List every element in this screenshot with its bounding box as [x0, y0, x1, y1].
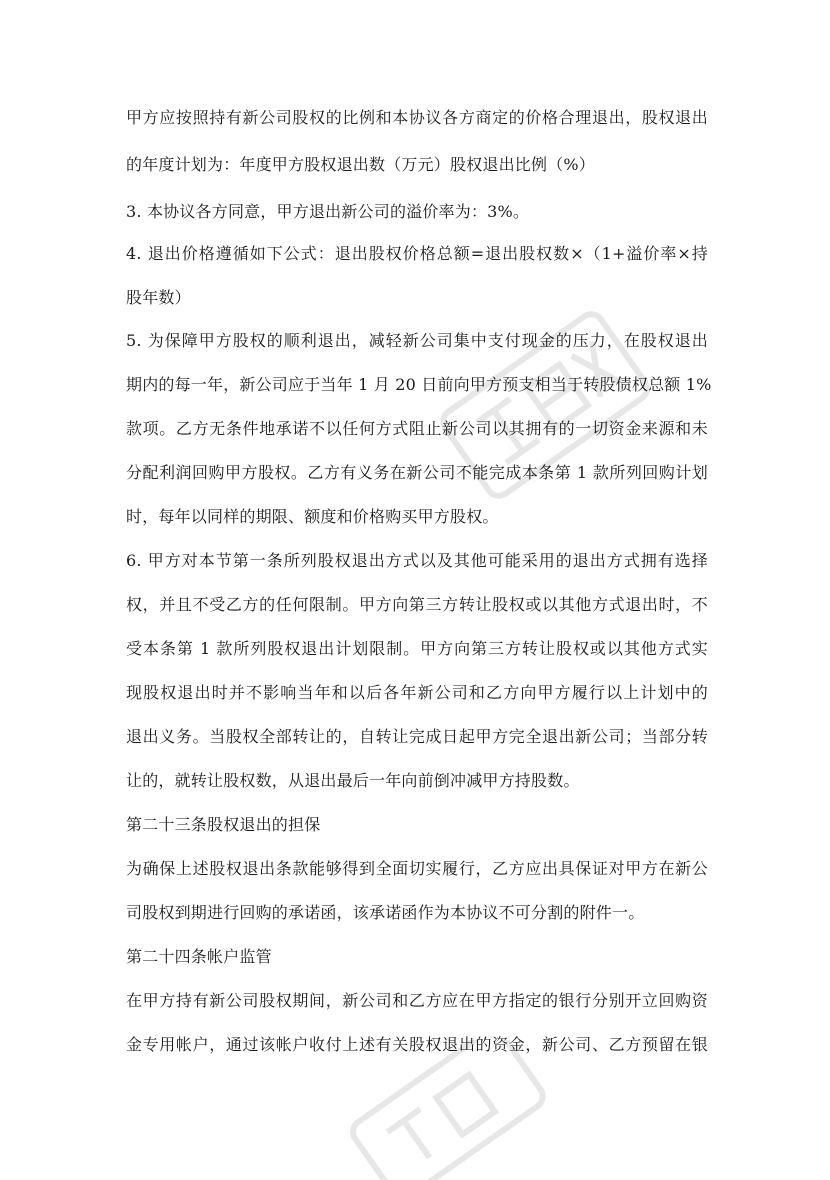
paragraph-line: 现股权退出时并不影响当年和以后各年新公司和乙方向甲方履行以上计划中的 [126, 683, 708, 702]
paragraph-line: 5. 为保障甲方股权的顺利退出，减轻新公司集中支付现金的压力，在股权退出 [126, 331, 708, 350]
paragraph-line: 司股权到期进行回购的承诺函，该承诺函作为本协议不可分割的附件一。 [126, 903, 645, 922]
paragraph-line: 甲方应按照持有新公司股权的比例和本协议各方商定的价格合理退出，股权退出 [126, 108, 708, 127]
paragraph-line: 6. 甲方对本节第一条所列股权退出方式以及其他可能采用的退出方式拥有选择 [126, 551, 708, 570]
paragraph-line: 3. 本协议各方同意，甲方退出新公司的溢价率为：3%。 [126, 202, 530, 221]
paragraph-line: 的年度计划为：年度甲方股权退出数（万元）股权退出比例（%） [126, 155, 596, 174]
section-heading: 第二十四条帐户监管 [126, 947, 272, 966]
paragraph-line: 分配利润回购甲方股权。乙方有义务在新公司不能完成本条第 1 款所列回购计划 [126, 463, 708, 482]
paragraph-line: 让的，就转让股权数，从退出最后一年向前倒冲减甲方持股数。 [126, 771, 580, 790]
paragraph-line: 股年数） [126, 288, 191, 307]
paragraph-line: 为确保上述股权退出条款能够得到全面切实履行，乙方应出具保证对甲方在新公 [126, 859, 708, 878]
paragraph-line: 在甲方持有新公司股权期间，新公司和乙方应在甲方指定的银行分别开立回购资 [126, 991, 708, 1010]
paragraph-line: 退出义务。当股权全部转让的，自转让完成日起甲方完全退出新公司；当部分转 [126, 727, 708, 746]
paragraph-line: 4. 退出价格遵循如下公式：退出股权价格总额=退出股权数×（1+溢价率×持 [126, 244, 708, 263]
paragraph-line: 款项。乙方无条件地承诺不以任何方式阻止新公司以其拥有的一切资金来源和未 [126, 419, 708, 438]
paragraph-line: 权，并且不受乙方的任何限制。甲方向第三方转让股权或以其他方式退出时，不 [126, 595, 708, 614]
paragraph-line: 受本条第 1 款所列股权退出计划限制。甲方向第三方转让股权或以其他方式实 [126, 639, 708, 658]
paragraph-line: 期内的每一年，新公司应于当年 1 月 20 日前向甲方预支相当于转股债权总额 1% [126, 375, 712, 394]
section-heading: 第二十三条股权退出的担保 [126, 815, 321, 834]
paragraph-line: 金专用帐户，通过该帐户收付上述有关股权退出的资金，新公司、乙方预留在银 [126, 1035, 708, 1054]
watermark-logo-bottom [330, 1040, 560, 1180]
paragraph-line: 时，每年以同样的期限、额度和价格购买甲方股权。 [126, 507, 499, 526]
